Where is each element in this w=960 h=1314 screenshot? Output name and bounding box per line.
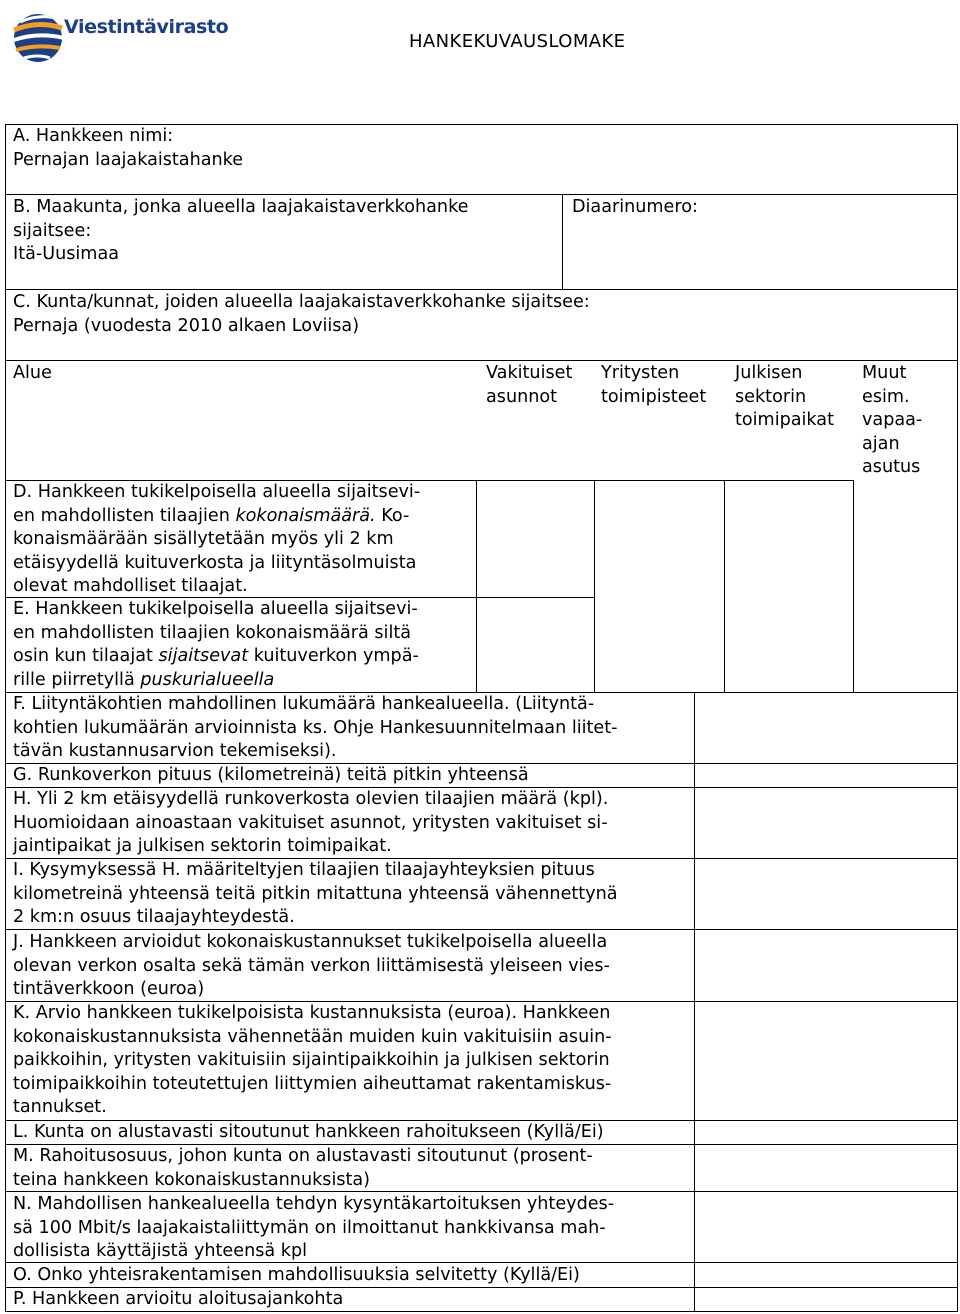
business-sites-answer-cell[interactable] — [594, 481, 724, 692]
co-construction-label: O. Onko yhteisrakentamisen mahdollisuuksia selvitetty (Kyllä/Ei) — [13, 1265, 580, 1285]
subscriber-line-length-label: I. Kysymyksessä H. määriteltyjen tilaajien tilaajayhteyksien pituus kilometreinä yhteensä teitä pitkin mitattuna yhteensä vähennettynä 2 km:n osuus tilaajayhteydestä. — [13, 860, 618, 927]
backbone-length-label: G. Runkoverkon pituus (kilometreinä) teitä pitkin yhteensä — [13, 765, 529, 785]
start-date-label: P. Hankkeen arvioitu aloitusajankohta — [13, 1289, 344, 1309]
permanent-homes-column-header: Vakituiset asunnot — [486, 363, 573, 407]
diary-number-field: Diaarinumero: — [572, 197, 698, 217]
area-column-header: Alue — [13, 363, 52, 383]
total-subscribers-label: D. Hankkeen tukikelpoisella alueella sijaitsevi- en mahdollisten tilaajien kokonaismäärä. Ko- konaismäärään sisällytetään myös yli 2 km etäisyydellä kuituverkosta ja liityntäsolmuista olevat mahdolliset tilaajat. — [13, 482, 421, 596]
answer-column[interactable] — [695, 693, 957, 1311]
total-costs-label: J. Hankkeen arvioidut kokonaiskustannukset tukikelpoisella alueella olevan verkon osalta sekä tämän verkon liittämisestä yleiseen vies- tintäverkkoon (euroa) — [13, 932, 610, 999]
region-field: B. Maakunta, jonka alueella laajakaistaverkkohanke sijaitsee: Itä-Uusimaa — [13, 197, 469, 264]
logo-text: Viestintävirasto — [64, 16, 229, 38]
public-sector-answer-cell[interactable] — [724, 481, 853, 692]
demand-survey-label: N. Mahdollisen hankealueella tehdyn kysyntäkartoituksen yhteydes- sä 100 Mbit/s laajakaistaliittymän on ilmoittanut hankkivansa mah- dollisista käyttäjistä yhteensä kpl — [13, 1194, 615, 1261]
business-sites-column-header: Yritysten toimipisteet — [601, 363, 707, 407]
eligible-costs-label: K. Arvio hankkeen tukikelpoisista kustannuksista (euroa). Hankkeen kokonaiskustannuksista vähennetään muiden kuin vakituisiin asuin- paikkoihin, yritysten vakituisiin sijaintipaikkoihin ja julkisen sektorin toimipaikkoihin toteutettujen liittymien aiheuttamat rakentamiskus- tannukset. — [13, 1003, 612, 1117]
other-housing-answer-cell[interactable] — [853, 481, 957, 692]
municipality-field: C. Kunta/kunnat, joiden alueella laajakaistaverkkohanke sijaitsee: Pernaja (vuodesta 2010 alkaen Loviisa) — [13, 292, 590, 336]
project-name-field: A. Hankkeen nimi: Pernajan laajakaistahanke — [13, 126, 244, 170]
buffer-subscribers-label: E. Hankkeen tukikelpoisella alueella sijaitsevi- en mahdollisten tilaajien kokonaismäärä siltä osin kun tilaajat sijaitsevat kuituverkon ympä- rille piirretyllä puskurialueella — [13, 599, 419, 690]
remote-subscribers-label: H. Yli 2 km etäisyydellä runkoverkosta olevien tilaajien määrä (kpl). Huomioidaan ainoastaan vakituiset asunnot, yritysten vakituiset si- jaintipaikat ja julkisen sektorin toimipaikat. — [13, 789, 609, 856]
other-housing-column-header: Muut esim. vapaa- ajan asutus — [862, 363, 923, 477]
municipal-commitment-label: L. Kunta on alustavasti sitoutunut hankkeen rahoitukseen (Kyllä/Ei) — [13, 1122, 604, 1142]
public-sector-column-header: Julkisen sektorin toimipaikat — [735, 363, 834, 430]
form-title: HANKEKUVAUSLOMAKE — [409, 31, 626, 52]
connection-points-label: F. Liityntäkohtien mahdollinen lukumäärä hankealueella. (Liityntä- kohtien lukumäärän arvioinnista ks. Ohje Hankesuunnitelmaan liitet- tävän kustannusarvion tekemiseksi). — [13, 694, 618, 761]
funding-share-label: M. Rahoitusosuus, johon kunta on alustavasti sitoutunut (prosent- teina hankkeen kokonaiskustannuksista) — [13, 1146, 593, 1190]
permanent-homes-answer-cell[interactable] — [476, 481, 594, 692]
